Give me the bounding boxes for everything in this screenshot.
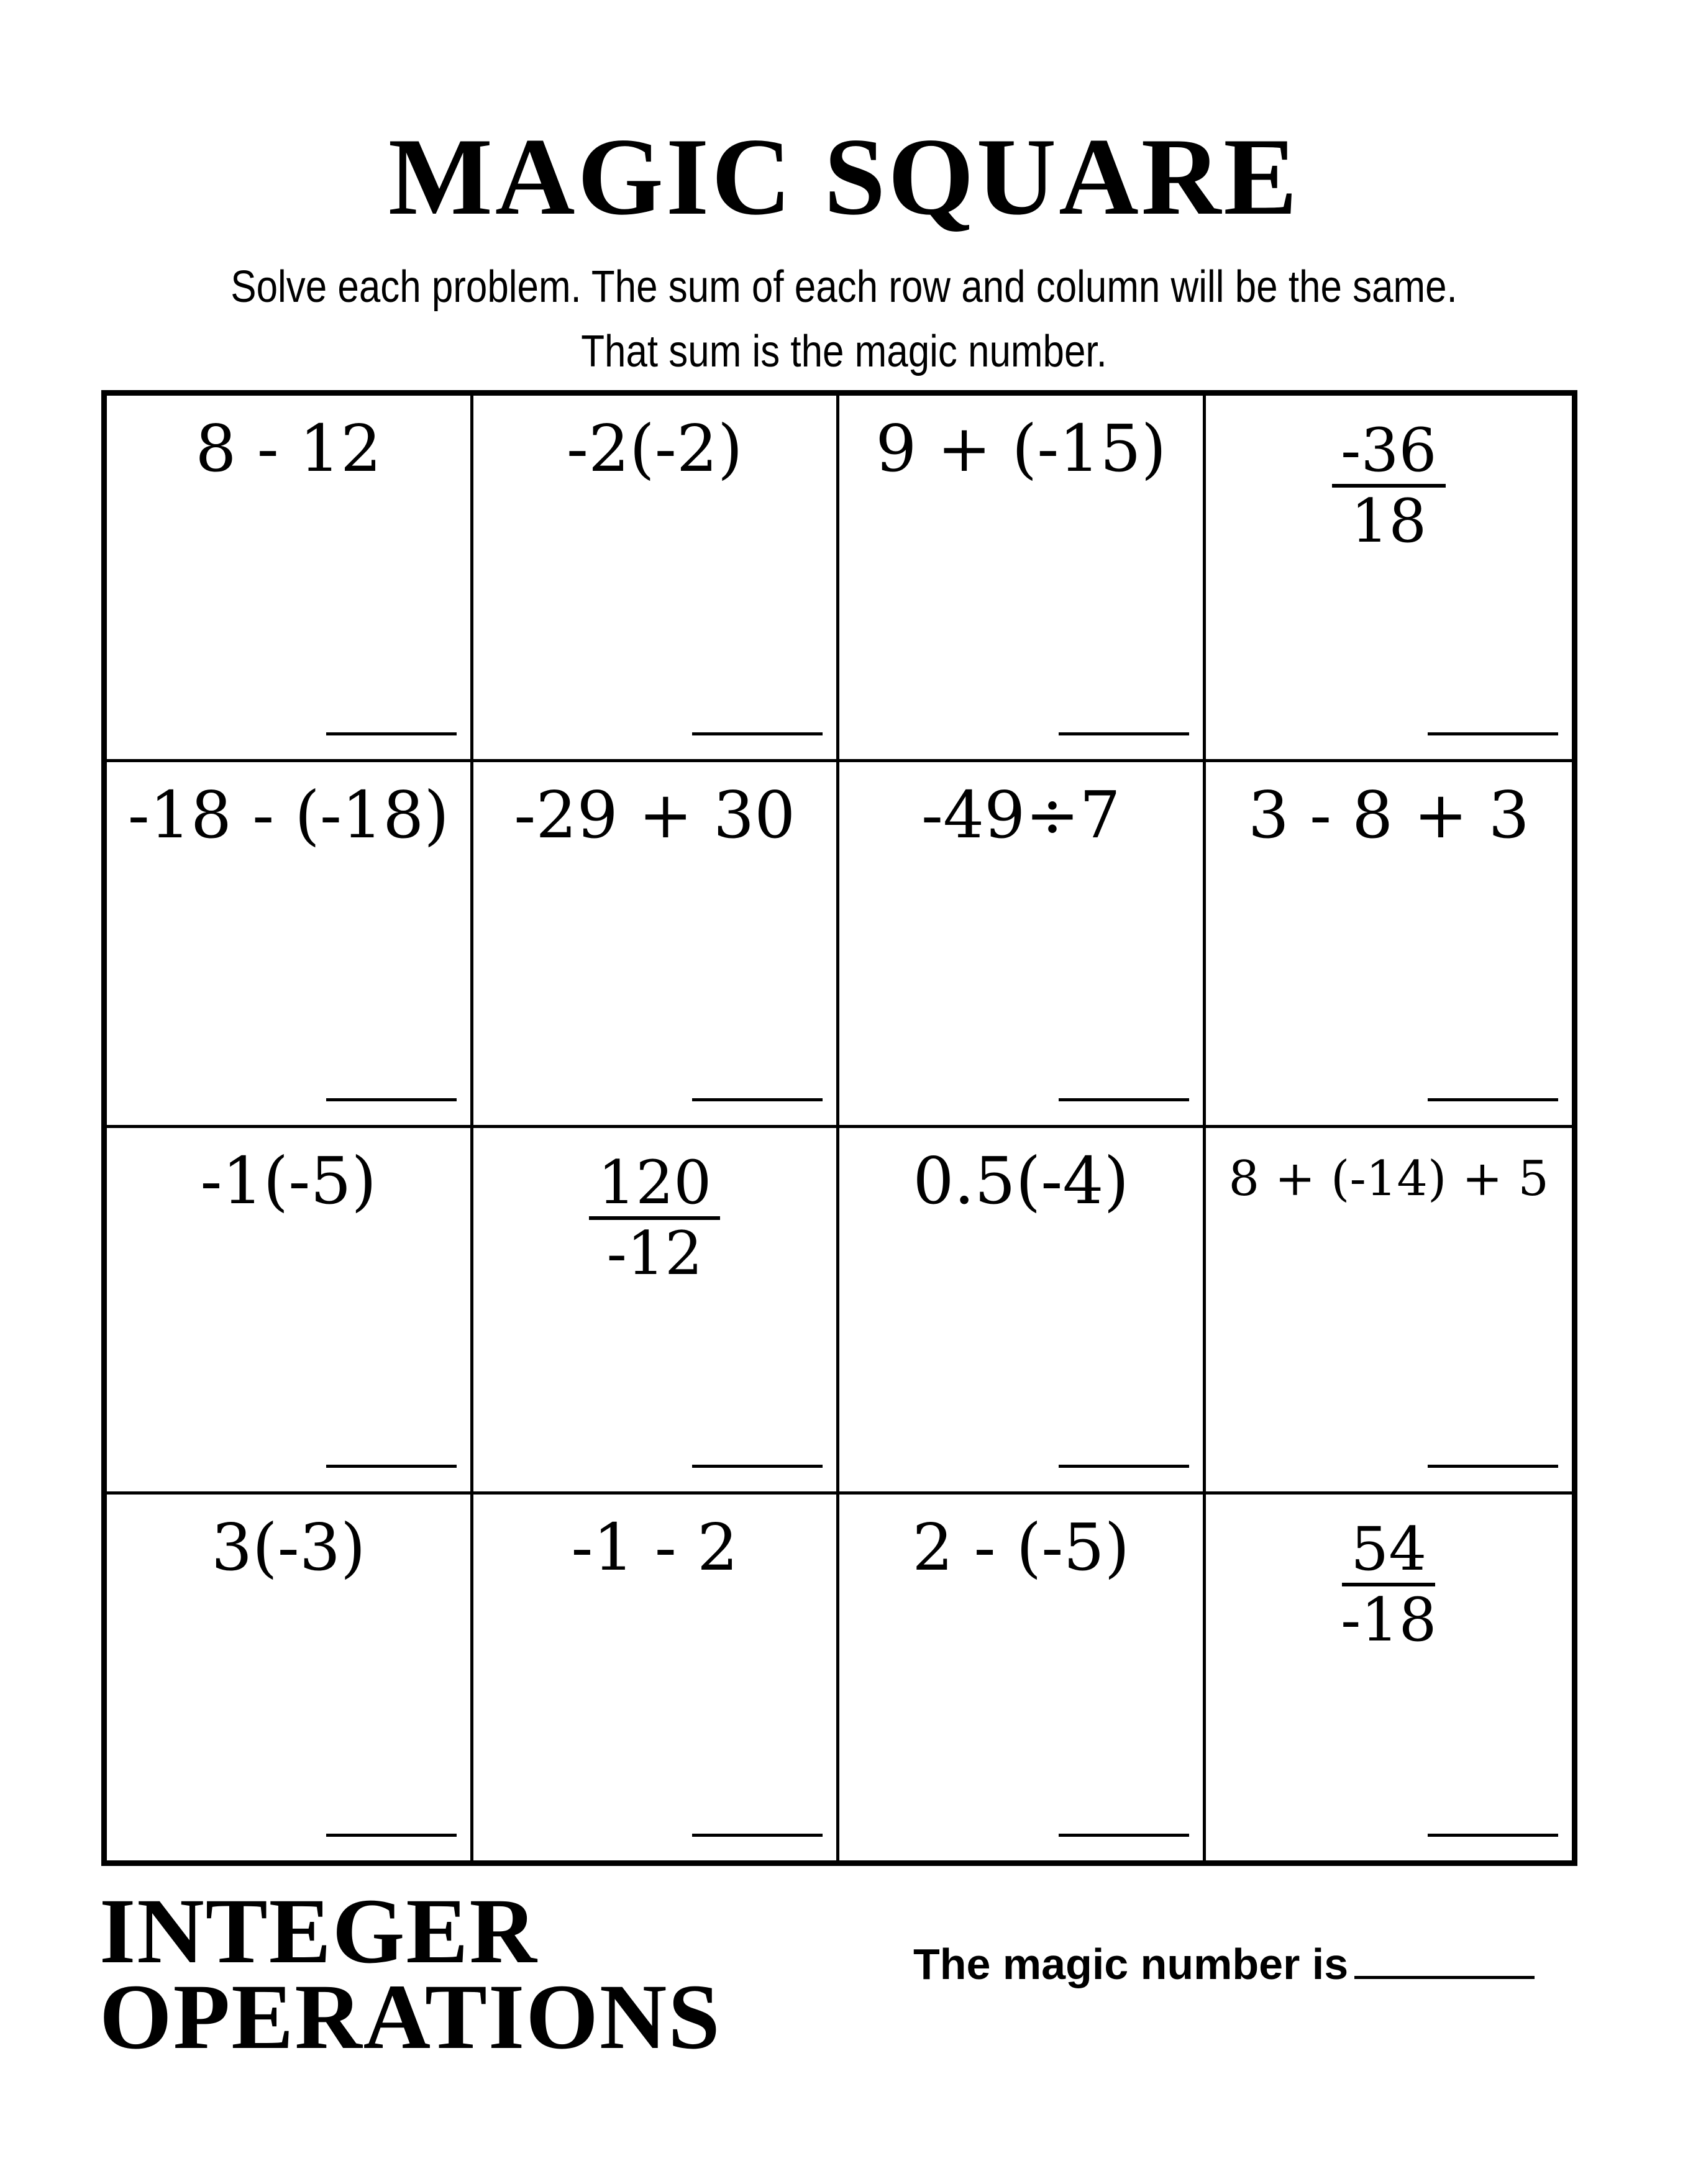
answer-blank[interactable] xyxy=(1059,732,1189,735)
grid-cell xyxy=(107,396,473,762)
grid-cell xyxy=(839,1495,1206,1861)
grid-cell xyxy=(473,762,840,1129)
answer-blank[interactable] xyxy=(1059,1465,1189,1468)
fraction-numerator: 120 xyxy=(589,1153,720,1220)
instructions xyxy=(118,255,1570,384)
problem-text: -29 + 30 xyxy=(514,776,796,853)
answer-blank[interactable] xyxy=(1059,1834,1189,1837)
answer-blank[interactable] xyxy=(1428,1465,1558,1468)
problem-text: 0.5(-4) xyxy=(913,1143,1129,1219)
magic-square-grid xyxy=(101,390,1577,1866)
grid-cell xyxy=(473,1128,840,1495)
integer-operations-logo xyxy=(99,1880,721,2068)
problem-text: 2 - (-5) xyxy=(912,1509,1130,1585)
answer-blank[interactable] xyxy=(326,1098,457,1101)
answer-blank[interactable] xyxy=(692,1465,823,1468)
answer-blank[interactable] xyxy=(692,1834,823,1837)
fraction xyxy=(589,1148,720,1288)
answer-blank[interactable] xyxy=(326,1465,457,1468)
fraction xyxy=(1332,416,1446,556)
fraction-problem xyxy=(473,1148,837,1288)
problem-text: -49÷7 xyxy=(921,776,1121,853)
fraction xyxy=(1340,1514,1437,1655)
answer-blank[interactable] xyxy=(692,732,823,735)
instructions-line-2: That sum is the magic number. xyxy=(581,327,1107,376)
problem-text: 8 + (-14) + 5 xyxy=(1228,1151,1549,1207)
grid-cell xyxy=(839,396,1206,762)
grid-cell xyxy=(107,762,473,1129)
answer-blank[interactable] xyxy=(1059,1098,1189,1101)
answer-blank[interactable] xyxy=(1428,1834,1558,1837)
fraction-problem xyxy=(1206,416,1572,556)
magic-number-answer-blank[interactable] xyxy=(1354,1976,1535,1979)
grid-cell xyxy=(839,1128,1206,1495)
answer-blank[interactable] xyxy=(326,732,457,735)
grid-cell xyxy=(1206,762,1572,1129)
grid-cell xyxy=(473,396,840,762)
instructions-line-1: Solve each problem. The sum of each row and column will be the same. xyxy=(230,262,1458,312)
problem-text: 8 - 12 xyxy=(195,411,382,486)
problem-text: -1 - 2 xyxy=(571,1509,739,1585)
grid-cell xyxy=(107,1495,473,1861)
problem-text: -1(-5) xyxy=(200,1143,377,1219)
problem-text: 9 + (-15) xyxy=(875,411,1167,486)
magic-number-label: The magic number is xyxy=(913,1940,1349,1988)
grid-cell xyxy=(1206,1495,1572,1861)
grid-cell xyxy=(839,762,1206,1129)
worksheet-title: MAGIC SQUARE xyxy=(388,115,1300,238)
answer-blank[interactable] xyxy=(692,1098,823,1101)
answer-blank[interactable] xyxy=(1428,1098,1558,1101)
grid-cell xyxy=(1206,1128,1572,1495)
grid-cell xyxy=(107,1128,473,1495)
grid-cell xyxy=(1206,396,1572,762)
grid-cell xyxy=(473,1495,840,1861)
problem-text: 3(-3) xyxy=(211,1509,366,1585)
answer-blank[interactable] xyxy=(1428,732,1558,735)
logo-line-2: OPERATIONS xyxy=(99,1965,721,2068)
problem-text: -18 - (-18) xyxy=(127,776,449,853)
answer-blank[interactable] xyxy=(326,1834,457,1837)
magic-number-prompt xyxy=(913,1939,1535,1989)
fraction-numerator: -36 xyxy=(1332,421,1446,488)
logo-line-1: INTEGER xyxy=(99,1880,538,1983)
fraction-problem xyxy=(1206,1514,1572,1655)
problem-text: 3 - 8 + 3 xyxy=(1248,776,1530,853)
fraction-denominator: -18 xyxy=(1340,1585,1437,1655)
fraction-numerator: 54 xyxy=(1342,1519,1435,1586)
fraction-denominator: 18 xyxy=(1351,486,1427,556)
problem-text: -2(-2) xyxy=(566,411,743,486)
fraction-denominator: -12 xyxy=(606,1219,703,1288)
